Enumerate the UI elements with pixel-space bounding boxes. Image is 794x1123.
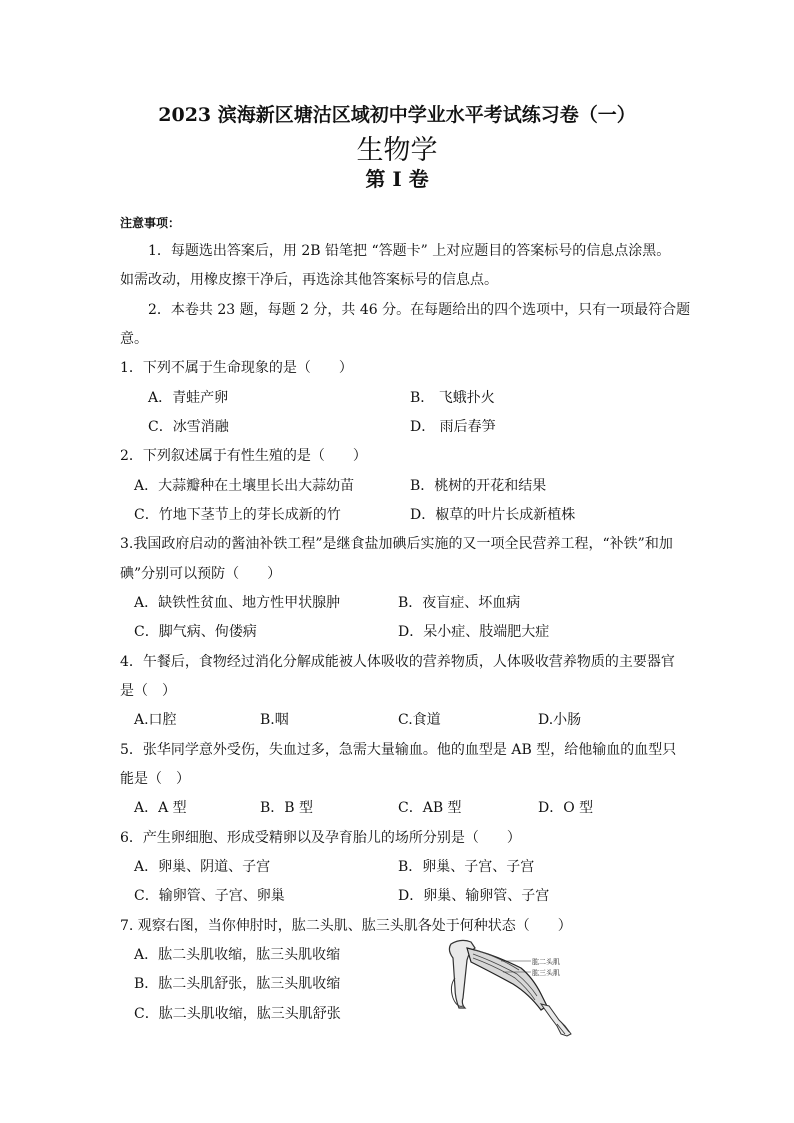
- question-4-option-c[interactable]: C.食道: [398, 712, 441, 728]
- question-6-option-d[interactable]: D．卵巢、输卵管、子宫: [398, 888, 550, 904]
- question-7-option-b[interactable]: B．肱二头肌舒张，肱三头肌收缩: [134, 976, 341, 992]
- question-2-stem: 2．下列叙述属于有性生殖的是（ ）: [120, 448, 367, 464]
- question-5-option-d[interactable]: D．O 型: [538, 800, 594, 816]
- question-4-option-b[interactable]: B.咽: [260, 712, 289, 728]
- question-1-stem: 1．下列不属于生命现象的是（ ）: [120, 360, 353, 376]
- notice-item-2: 2．本卷共 23 题，每题 2 分，共 46 分。在每题给出的四个选项中，只有一项最符合题: [148, 302, 691, 318]
- question-1-option-d[interactable]: D． 雨后春笋: [410, 419, 496, 435]
- question-6-option-c[interactable]: C．输卵管、子宫、卵巢: [134, 888, 285, 904]
- question-5-option-a[interactable]: A．A 型: [134, 800, 187, 816]
- question-2-option-c[interactable]: C．竹地下茎节上的芽长成新的竹: [134, 507, 341, 523]
- hand: [541, 1004, 571, 1036]
- question-4-option-a[interactable]: A.口腔: [134, 712, 177, 728]
- section-title: 第 I 卷: [365, 167, 429, 191]
- notice-item-1: 1．每题选出答案后，用 2B 铅笔把 “答题卡” 上对应题目的答案标号的信息点涂黑。: [148, 243, 671, 259]
- question-5-option-b[interactable]: B．B 型: [260, 800, 314, 816]
- question-4-stem-cont: 是（ ）: [120, 683, 176, 699]
- question-4-stem: 4．午餐后，食物经过消化分解成能被人体吸收的营养物质，人体吸收营养物质的主要器官: [120, 654, 675, 670]
- question-2-option-a[interactable]: A．大蒜瓣种在土壤里长出大蒜幼苗: [134, 478, 355, 494]
- question-7-stem: 7. 观察右图，当你伸肘时，肱二头肌、肱三头肌各处于何种状态（ ）: [120, 918, 572, 934]
- question-6-stem: 6．产生卵细胞、形成受精卵以及孕育胎儿的场所分别是（ ）: [120, 830, 521, 846]
- question-5-stem: 5．张华同学意外受伤，失血过多，急需大量输血。他的血型是 AB 型，给他输血的血型只: [120, 742, 677, 758]
- triceps-label: 肱三头肌: [532, 969, 560, 977]
- arm-illustration: [433, 938, 583, 1046]
- question-6-option-a[interactable]: A．卵巢、阴道、子宫: [134, 859, 271, 875]
- subject-title: 生物学: [356, 135, 438, 166]
- question-5-option-c[interactable]: C．AB 型: [398, 800, 462, 816]
- question-5-stem-cont: 能是（ ）: [120, 771, 190, 787]
- question-1-option-a[interactable]: A．青蛙产卵: [148, 390, 229, 406]
- question-6-option-b[interactable]: B．卵巢、子宫、子宫: [398, 859, 535, 875]
- question-1-option-b[interactable]: B． 飞蛾扑火: [410, 390, 495, 406]
- question-3-option-c[interactable]: C．脚气病、佝偻病: [134, 624, 257, 640]
- question-7-option-c[interactable]: C．肱二头肌收缩，肱三头肌舒张: [134, 1006, 341, 1022]
- question-2-option-b[interactable]: B．桃树的开花和结果: [410, 478, 547, 494]
- notice-item-2-cont: 意。: [120, 331, 148, 347]
- question-3-option-b[interactable]: B．夜盲症、坏血病: [398, 595, 521, 611]
- notice-heading: 注意事项：: [120, 216, 181, 230]
- biceps-label: 肱二头肌: [532, 958, 560, 966]
- question-1-option-c[interactable]: C．冰雪消融: [148, 419, 229, 435]
- question-3-option-a[interactable]: A．缺铁性贫血、地方性甲状腺肿: [134, 595, 341, 611]
- question-3-option-d[interactable]: D．呆小症、肢端肥大症: [398, 624, 550, 640]
- question-3-stem-cont: 碘”分别可以预防（ ）: [120, 566, 282, 582]
- arm-muscle-diagram: [433, 938, 583, 1046]
- question-2-option-d[interactable]: D．椒草的叶片长成新植株: [410, 507, 576, 523]
- notice-item-1-cont: 如需改动，用橡皮擦干净后，再选涂其他答案标号的信息点。: [120, 272, 498, 288]
- exam-title: 2023 滨海新区塘沽区域初中学业水平考试练习卷（一）: [158, 104, 636, 126]
- question-7-option-a[interactable]: A．肱二头肌收缩，肱三头肌收缩: [134, 947, 341, 963]
- question-3-stem: 3.我国政府启动的酱油补铁工程”是继食盐加碘后实施的又一项全民营养工程，“补铁”和加: [120, 536, 673, 552]
- question-4-option-d[interactable]: D.小肠: [538, 712, 582, 728]
